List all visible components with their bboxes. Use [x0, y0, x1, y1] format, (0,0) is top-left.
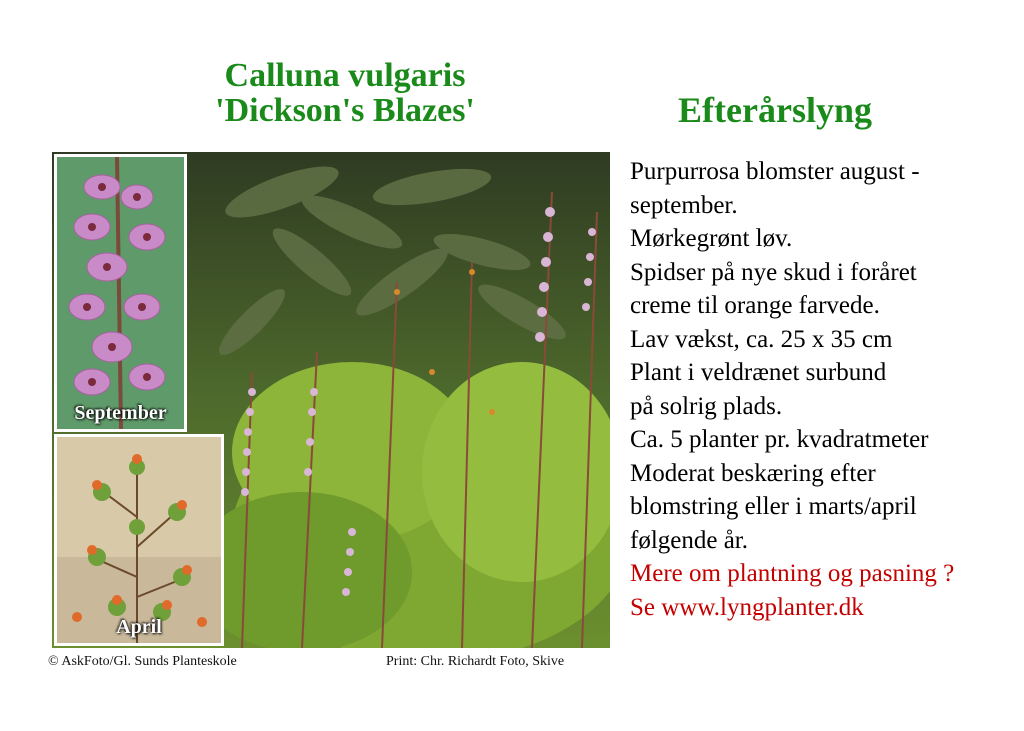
danish-name-title: Efterårslyng [678, 90, 872, 130]
inset-label-september: September [74, 402, 167, 424]
description-line: Purpurrosa blomster august - [630, 158, 920, 185]
photo-credit: © AskFoto/Gl. Sunds Planteskole [48, 654, 237, 669]
description-line: følgende år. [630, 526, 749, 554]
description-line: Ca. 5 planter pr. kvadratmeter [630, 426, 929, 453]
website-link[interactable]: Se www.lyngplanter.dk [630, 593, 864, 621]
description-line: blomstring eller i marts/april [630, 493, 917, 520]
latin-name-line2: 'Dickson's Blazes' [215, 92, 475, 129]
latin-name-line1: Calluna vulgaris [224, 57, 466, 94]
description-line: Spidser på nye skud i foråret [630, 258, 917, 286]
inset-label-april: April [116, 616, 162, 638]
april-inset-photo [54, 434, 224, 646]
description-line: creme til orange farvede. [630, 292, 880, 319]
description-line: Plant i veldrænet surbund [630, 359, 887, 386]
latin-name-title [150, 58, 540, 128]
september-inset-photo [54, 154, 187, 432]
april-shoots-illustration [57, 437, 221, 643]
description-block [630, 155, 1020, 624]
print-credit: Print: Chr. Richardt Foto, Skive [386, 654, 565, 669]
description-line: september. [630, 191, 738, 219]
description-line: Lav vækst, ca. 25 x 35 cm [630, 325, 893, 353]
september-flowers-illustration [57, 157, 184, 429]
plant-photo [52, 152, 610, 648]
description-line: Moderat beskæring efter [630, 459, 876, 487]
description-line: på solrig plads. [630, 392, 783, 420]
description-line: Mørkegrønt løv. [630, 225, 793, 252]
planting-care-link[interactable]: Mere om plantning og pasning ? [630, 560, 955, 587]
